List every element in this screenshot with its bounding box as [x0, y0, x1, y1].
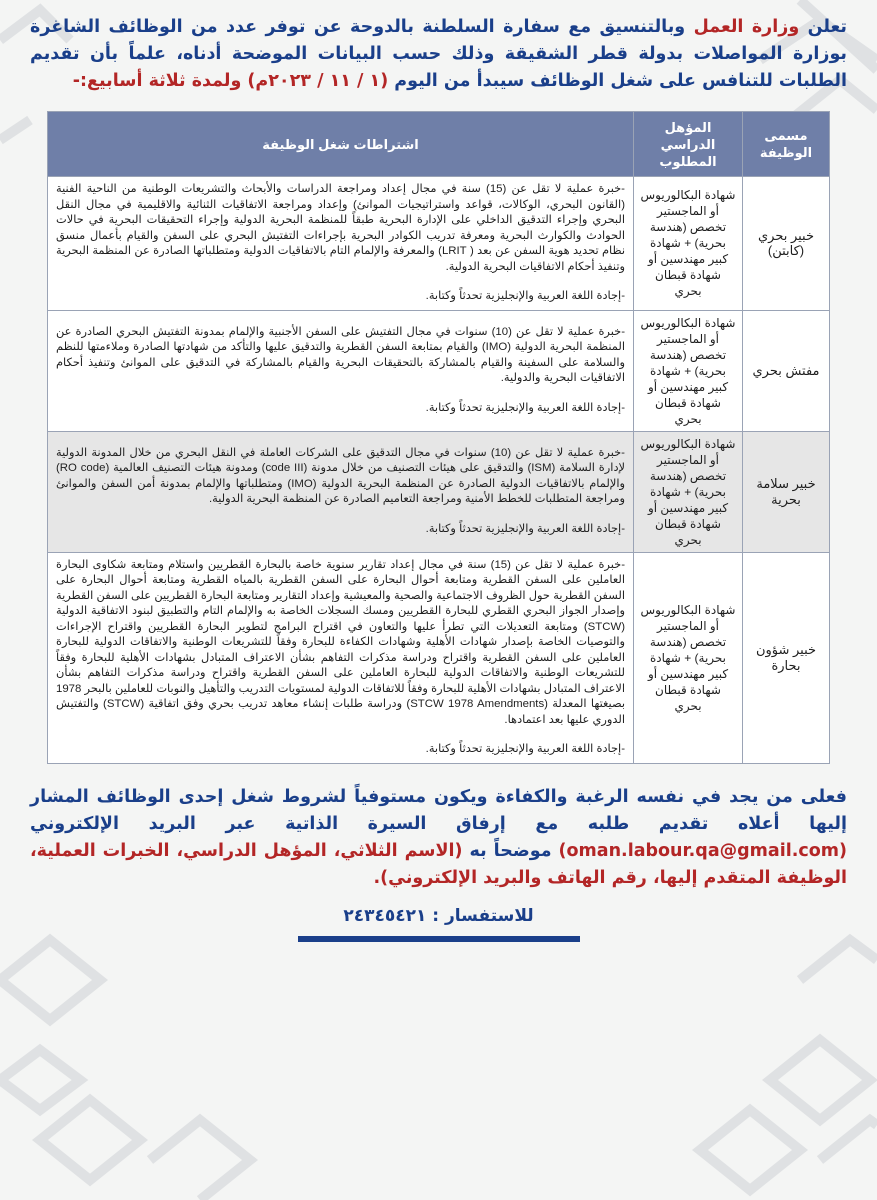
- experience-text: -خبرة عملية لا تقل عن (15) سنة في مجال إعداد ومراجعة الدراسات والأبحاث والتشريعات الوطنية من الناحية الفنية (القانون البحري، الوكالات، قواعد واستراتيجيات الموانئ) وإعداد ومراجعة الاتفاقيات الثنائية والاقليمية في مجال النقل البحري وإجراء التدقيق الداخلي على الإدارة البحرية طبقاً للمنظمة البحرية الدولية وإجراء التحقيقات البحرية في حالات الحوادث والكوارث البحرية ومعرفة تدريب الكوادر البحرية بإجراءات التفتيش البحري على السفن والقيام بأعمال منسق نظام تحديد هوية السفن عن بعد ( LRIT) والمعرفة والإلمام التام بالاتفاقيات الدولية ومتطلباتها الصادرة عن المنظمة البحرية وتنفيذ أحكام الاتفاقيات البحرية الدولية.: [56, 183, 625, 273]
- table-row: [48, 552, 830, 763]
- job-title: خبير سلامة بحرية: [743, 431, 830, 552]
- intro-text-1: تعلن: [799, 17, 847, 37]
- ministry-name: وزارة العمل: [693, 17, 800, 37]
- intro-text-3: ولمدة ثلاثة أسابيع:-: [72, 71, 248, 91]
- table-header-row: [48, 112, 830, 177]
- job-qualification: شهادة البكالوريوس أو الماجستير تخصص (هندسة بحرية) + شهادة كبير مهندسين أو شهادة قبطان بحري: [634, 431, 743, 552]
- experience-text: -خبرة عملية لا تقل عن (10) سنوات في مجال التفتيش على السفن الأجنبية والإلمام بمدونة التفتيش البحري الصادرة عن المنظمة البحرية الدولية (IMO) والقيام بمتابعة السفن القطرية والتدقيق عليها والتأكد من شهادتها الصادرة وملاءمتها للنظم والسلامة على السفينة والقيام بالمشاركة بالتحقيقات البحرية والقيام بالمشاركة في التدقيق على الموانئ وتنفيذ أحكام الاتفاقيات البحرية والدولية.: [56, 325, 625, 385]
- header-qualification: المؤهل الدراسي المطلوب: [634, 112, 743, 177]
- outro-text-2: موضحاً به: [462, 840, 559, 861]
- contact-line: [30, 906, 847, 926]
- table-row: [48, 310, 830, 431]
- language-text: -إجادة اللغة العربية والإنجليزية تحدثاً وكتابة.: [425, 290, 625, 302]
- experience-text: -خبرة عملية لا تقل عن (15) سنة في مجال إعداد تقارير سنوية خاصة بالبحارة القطريين واستلام ومتابعة شكاوى البحارة العاملين على السفن القطرية ومتابعة أحوال البحارة على السفن القطرية بالمياه القطرية ومتابعة أحوال البحارة على السفن القطرية حول الظروف الاجتماعية والصحية والمعيشية وإعداد التقارير ومتابعة البحارة القطريين على السفن القطرية وإصدار الجواز البحري القطري للبحارة القطريين ومسك السجلات الخاصة به والإلمام التام والتطبيق لبنود الاتفاقية الدولية (STCW) ومتابعة التعديلات التي تطرأ عليها والتعاون في اقتراح البرامج لتطوير البحارة القطريين واقتراح الإجراءات والتوصيات الخاصة بإصدار شهادات الأهلية وشهادات الكفاءة للبحارة وفقاً للتشريعات الوطنية والاتفاقات الدولية للبحارة العاملين على السفن القطرية واقتراح ودراسة مذكرات التفاهم بشأن الاعتراف المتبادل بشهادات الأهلية للبحارة وفقاً للتشريعات الوطنية والاتفاقات الدولية للبحارة العاملين على السفن القطرية واقتراح ودراسة مذكرات التفاهم بشأن الاعتراف المتبادل بشهادات الأهلية للبحارة وفقاً للاتفاقات الدولية لمستويات التدريب والتأهيل والنوبات للعاملين بالبحر 1978 بصيغتها المعدلة (STCW 1978 Amendments) ودراسة طلبات إنشاء معاهد تدريب بحري وفق اتفاقية (STCW) والتفتيش الدوري عليها بعد اعتمادها.: [56, 558, 625, 726]
- header-requirements: اشتراطات شغل الوظيفة: [48, 112, 634, 177]
- experience-text: -خبرة عملية لا تقل عن (10) سنوات في مجال التدقيق على الشركات العاملة في النقل البحري من خلال المدونة الدولية لإدارة السلامة (ISM) والتدقيق على هيئات التصنيف من خلال مدونة (code III) ومدونة هيئات التصنيف العالمية (RO code) والإلمام بالاتفاقيات الدولية الصادرة عن المنظمة البحرية الدولية (IMO) ومتطلباتها والإلمام بمدونة أمن السفن والموانئ ومراجعة المتطلبات للخطط الأمنية ومراجعة التعاميم الصادرة عن المنظمة البحرية الدولية.: [56, 446, 626, 506]
- language-text: -إجادة اللغة العربية والإنجليزية تحدثاً وكتابة.: [425, 401, 625, 414]
- table-row: [48, 431, 830, 552]
- footer-bar: [298, 936, 580, 942]
- jobs-table: [47, 111, 830, 764]
- job-requirements: [48, 552, 634, 763]
- job-title: مفتش بحري: [743, 310, 830, 431]
- job-requirements: [48, 177, 634, 311]
- intro-paragraph: [30, 0, 847, 95]
- job-requirements: [48, 310, 634, 431]
- job-qualification: شهادة البكالوريوس أو الماجستير تخصص (هندسة بحرية) + شهادة كبير مهندسين أو شهادة قبطان بحري: [634, 552, 743, 763]
- application-instructions: [30, 784, 847, 892]
- header-job-title: مسمى الوظيفة: [743, 112, 830, 177]
- required-details: (الاسم الثلاثي، المؤهل الدراسي، الخبرات العملية، الوظيفة المتقدم إليها، رقم الهاتف والبريد الإلكتروني).: [30, 840, 847, 888]
- intro-text-2: وبالتنسيق مع سفارة السلطنة بالدوحة عن توفر عدد من الوظائف الشاغرة بوزارة المواصلات بدولة قطر الشقيقة وذلك حسب البيانات الموضحة أدناه، علماً بأن تقديم الطلبات للتنافس على شغل الوظائف سيبدأ من اليوم: [30, 17, 847, 91]
- email-address: (oman.labour.qa@gmail.com): [558, 840, 847, 861]
- outro-text-1: فعلى من يجد في نفسه الرغبة والكفاءة ويكون مستوفياً لشروط شغل إحدى الوظائف المشار إليها أعلاه تقديم طلبه مع إرفاق السيرة الذاتية عبر البريد الإلكتروني: [30, 786, 847, 834]
- contact-phone: ٢٤٣٤٥٤٢١: [343, 905, 427, 926]
- table-row: [48, 177, 830, 311]
- job-qualification: شهادة البكالوريوس أو الماجستير تخصص (هندسة بحرية) + شهادة كبير مهندسين أو شهادة قبطان بحري: [634, 310, 743, 431]
- job-qualification: شهادة البكالوريوس أو الماجستير تخصص (هندسة بحرية) + شهادة كبير مهندسين أو شهادة قبطان بحري: [634, 177, 743, 311]
- job-title: خبير بحري (كابتن): [743, 177, 830, 311]
- language-text: -إجادة اللغة العربية والإنجليزية تحدثاً وكتابة.: [425, 522, 625, 535]
- start-date: (١ / ١١ / ٢٠٢٣م): [247, 71, 389, 91]
- language-text: -إجادة اللغة العربية والإنجليزية تحدثاً وكتابة.: [425, 743, 625, 755]
- contact-label: للاستفسار :: [426, 905, 534, 926]
- job-title: خبير شؤون بحارة: [743, 552, 830, 763]
- job-requirements: [48, 431, 634, 552]
